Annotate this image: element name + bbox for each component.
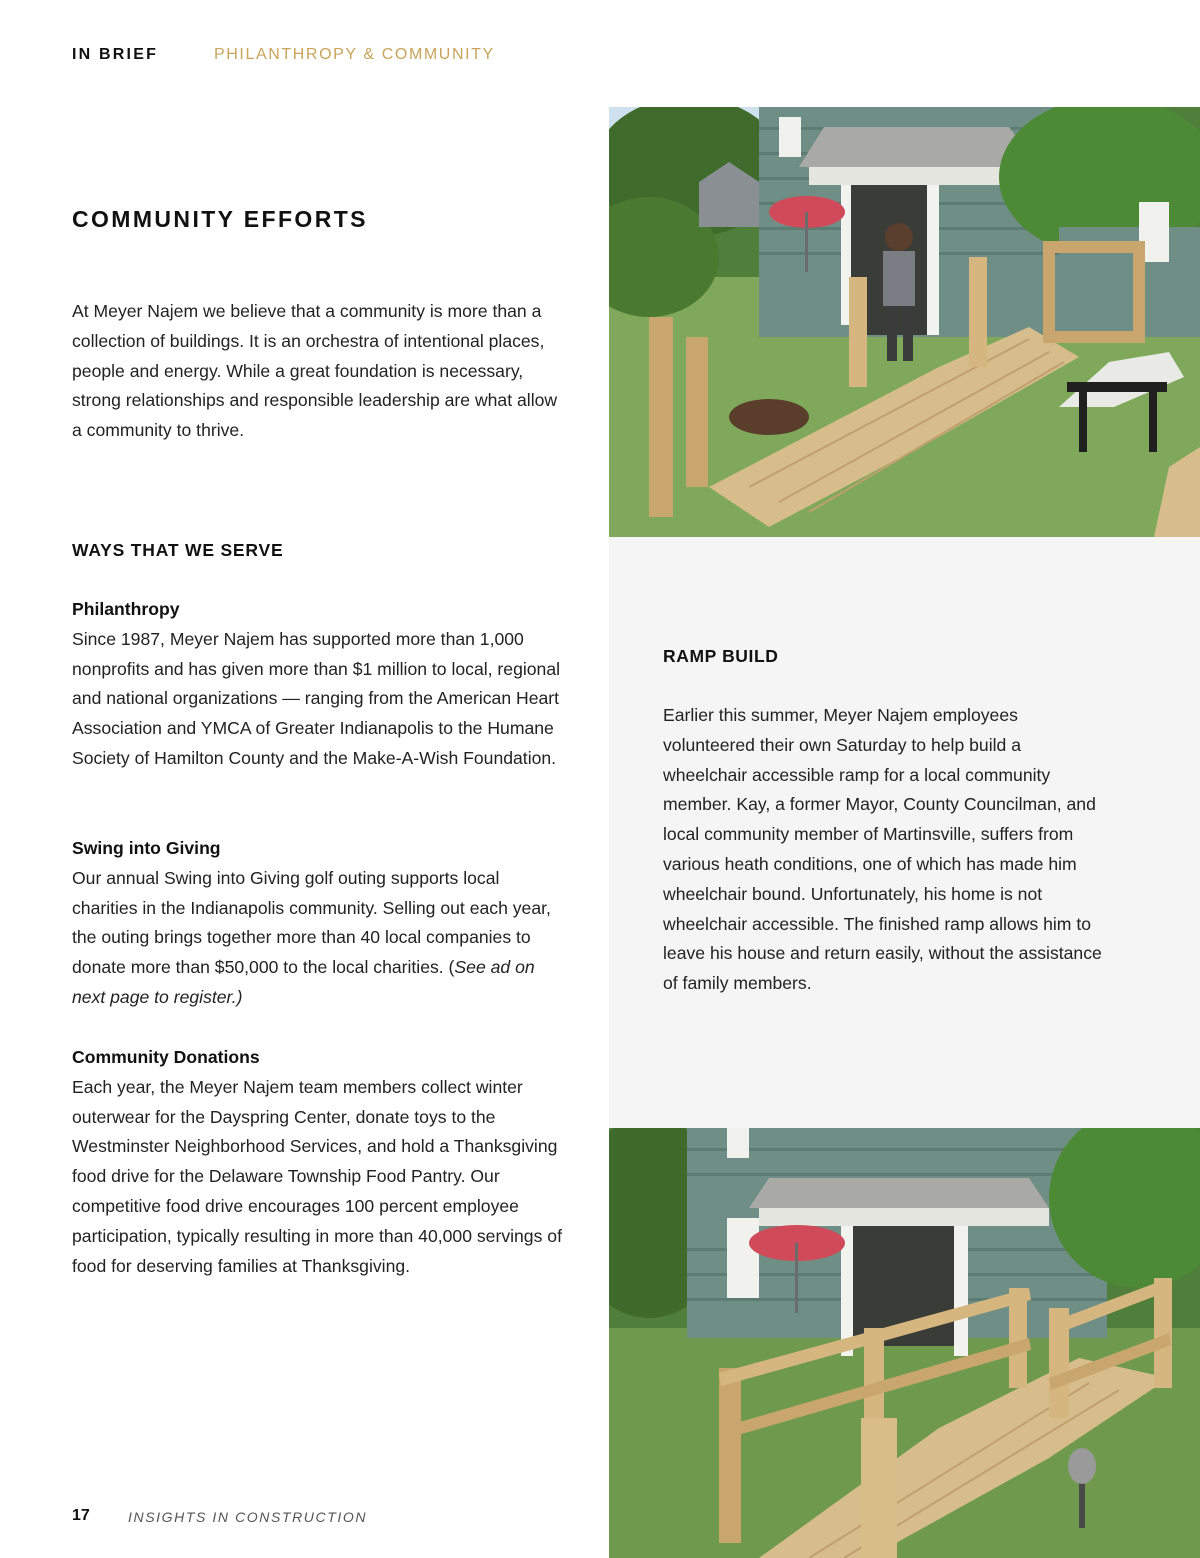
ramp-build-heading: RAMP BUILD [663,646,779,666]
community-donations-title: Community Donations [72,1047,260,1067]
intro-paragraph: At Meyer Najem we believe that a community is more than a collection of buildings. It is an orchestra of intentional places, people and energy. While a great foundation is necessary, strong relationships and responsible leadership are what allow a community to thrive. [72,301,558,441]
philanthropy-block [72,595,562,774]
swing-into-giving-block [72,834,562,1013]
finished-ramp-photo [609,1128,1200,1558]
ways-we-serve-heading: WAYS THAT WE SERVE [72,540,284,560]
section-category: PHILANTHROPY & COMMUNITY [214,46,495,63]
ramp-construction-photo [609,107,1200,537]
section-kicker: IN BRIEF [72,46,159,63]
swing-into-giving-title: Swing into Giving [72,838,221,858]
swing-into-giving-text [72,864,562,1013]
philanthropy-title: Philanthropy [72,599,180,619]
register-note: See ad on next page to register.) [72,957,535,1007]
ramp-build-text: Earlier this summer, Meyer Najem employees volunteered their own Saturday to help build a wheelchair accessible ramp for a local community member. Kay, a former Mayor, County Councilman, and local community member of Martinsville, suffers from various heath conditions, one of which has made him wheelchair bound. Unfortunately, his home is not wheelchair accessible. The finished ramp allows him to leave his house and return easily, without the assistance of family members. [663,705,1102,994]
page-title: COMMUNITY EFFORTS [72,206,368,232]
finished-ramp-illustration [609,1128,1200,1558]
swing-into-giving-body: Our annual Swing into Giving golf outing supports local charities in the Indianapolis community. Selling out each year, the outing brings together more than 40 local companies to donate more than $50,000 to the local charities. ( [72,867,551,978]
community-donations-block [72,1043,562,1281]
ramp-construction-illustration [609,107,1200,537]
philanthropy-text: Since 1987, Meyer Najem has supported more than 1,000 nonprofits and has given more than $1 million to local, regional and national organizations — ranging from the American Heart Association and YMCA of Greater Indianapolis to the Humane Society of Hamilton County and the Make-A-Wish Foundation. [72,628,561,768]
publication-name: INSIGHTS IN CONSTRUCTION [128,1509,368,1525]
page-number: 17 [72,1507,90,1524]
community-donations-text: Each year, the Meyer Najem team members collect winter outerwear for the Dayspring Center, donate toys to the Westminster Neighborhood Services, and hold a Thanksgiving food drive for the Delaware Township Food Pantry. Our competitive food drive encourages 100 percent employee participation, typically resulting in more than 40,000 servings of food for deserving families at Thanksgiving. [72,1076,562,1276]
